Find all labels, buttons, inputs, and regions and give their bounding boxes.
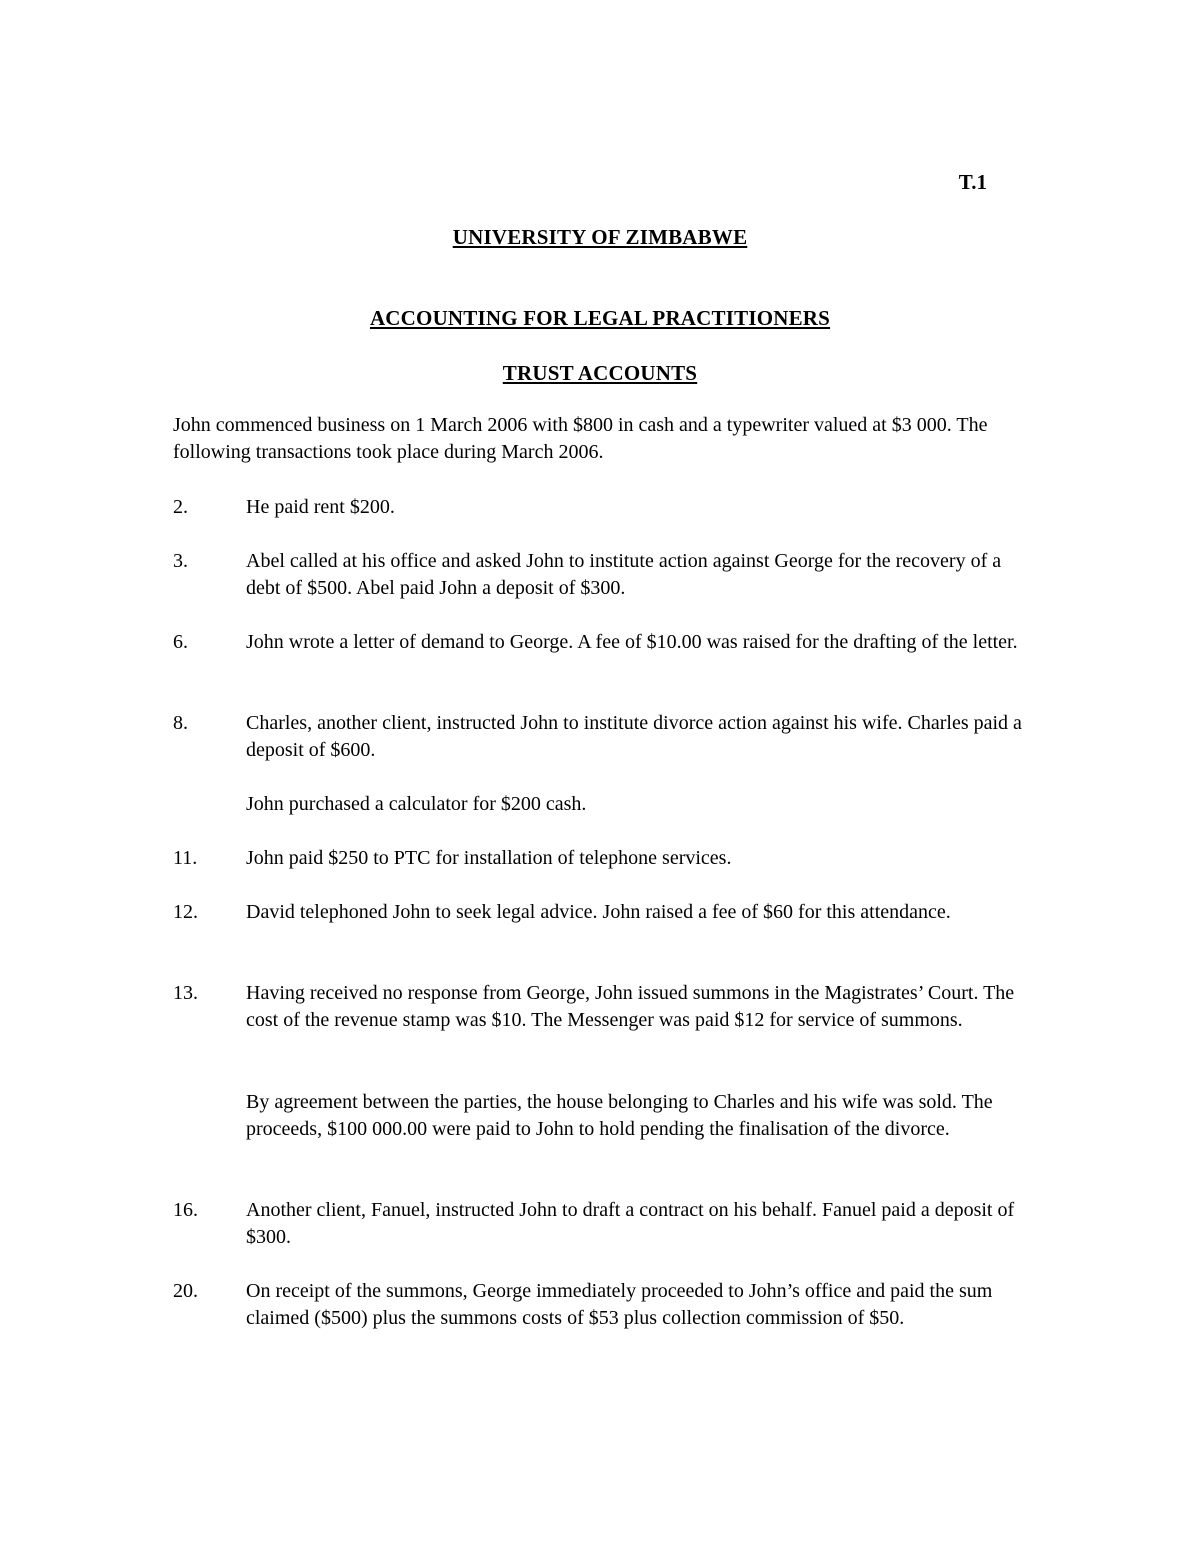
item-number: 11. [173, 847, 198, 869]
item-text: He paid rent $200. [246, 496, 395, 518]
university-heading: UNIVERSITY OF ZIMBABWE [452, 225, 748, 249]
item-number: 3. [173, 550, 188, 572]
item-number: 6. [173, 631, 188, 653]
item-number: 13. [173, 982, 198, 1004]
item-text: By agreement between the parties, the house belonging to Charles and his wife was sold. The proceeds, $100 000.00 were paid to John to hold pending the finalisation of the divorce. [246, 1091, 993, 1140]
item-text: John wrote a letter of demand to George. A fee of $10.00 was raised for the drafting of the letter. [246, 631, 1018, 653]
intro-paragraph: John commenced business on 1 March 2006 with $800 in cash and a typewriter valued at $3 000. The following transactions took place during March 2006. [173, 414, 988, 463]
item-number: 16. [173, 1199, 198, 1221]
item-number: 12. [173, 901, 198, 923]
item-text: Another client, Fanuel, instructed John to draft a contract on his behalf. Fanuel paid a deposit of $300. [246, 1199, 1015, 1248]
item-text: On receipt of the summons, George immediately proceeded to John’s office and paid the sum claimed ($500) plus the summons costs of $53 plus collection commission of $50. [246, 1280, 993, 1329]
item-text: Charles, another client, instructed John to institute divorce action against his wife. Charles paid a deposit of $600. [246, 712, 1022, 761]
course-heading: ACCOUNTING FOR LEGAL PRACTITIONERS [369, 306, 831, 330]
item-number: 2. [173, 496, 188, 518]
topic-heading: TRUST ACCOUNTS [502, 361, 698, 385]
page-code: T.1 [958, 170, 987, 194]
item-number: 20. [173, 1280, 198, 1302]
item-text: Abel called at his office and asked John to institute action against George for the recovery of a debt of $500. Abel paid John a deposit of $300. [246, 550, 1002, 599]
item-text: David telephoned John to seek legal advice. John raised a fee of $60 for this attendance. [246, 901, 951, 923]
item-text: John paid $250 to PTC for installation of telephone services. [246, 847, 732, 869]
item-text: Having received no response from George, John issued summons in the Magistrates’ Court. The cost of the revenue stamp was $10. The Messenger was paid $12 for service of summons. [246, 982, 1015, 1031]
item-number: 8. [173, 712, 188, 734]
item-text: John purchased a calculator for $200 cash. [246, 793, 587, 815]
